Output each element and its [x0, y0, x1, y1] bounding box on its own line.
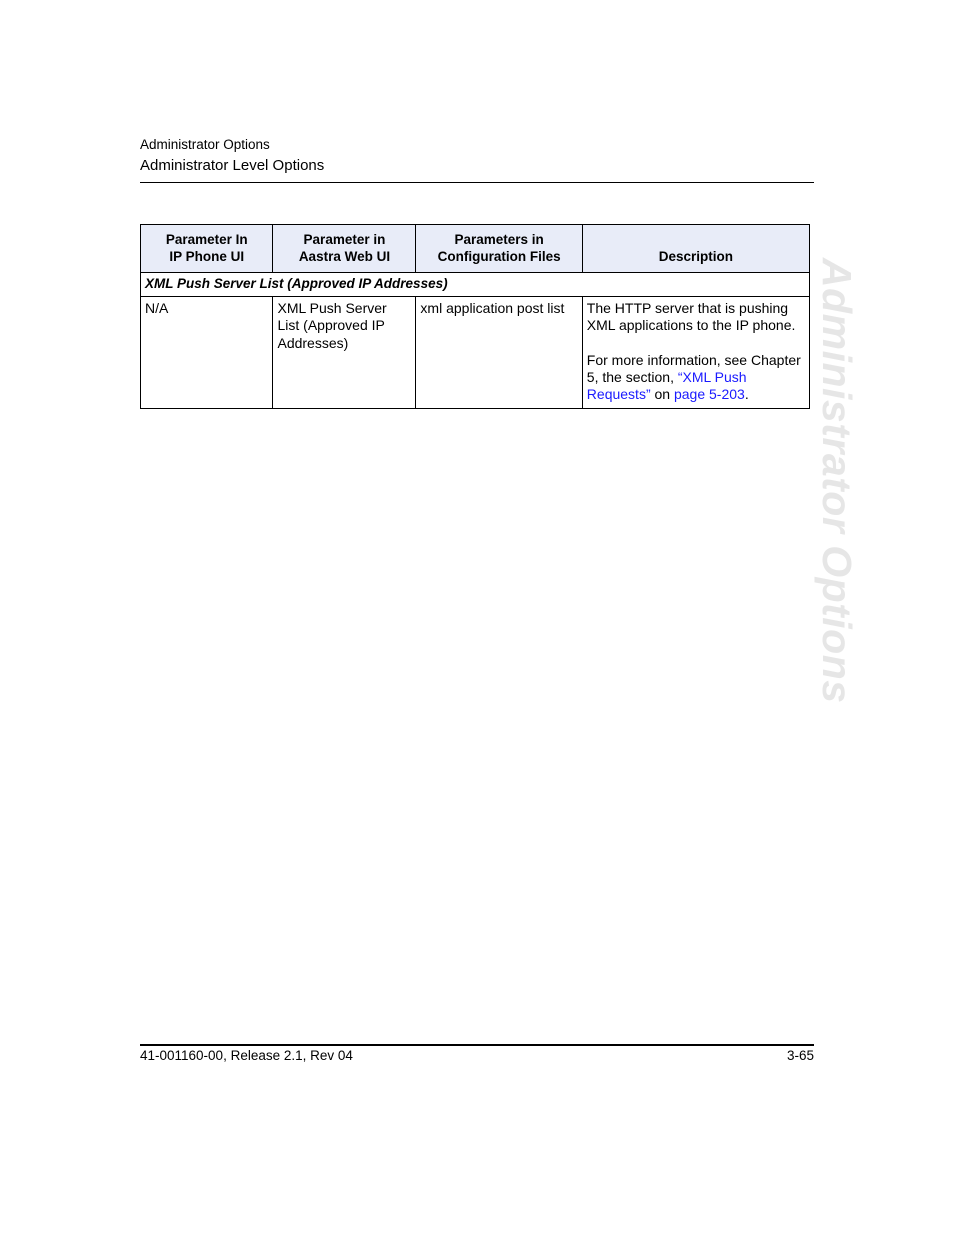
col-header-config-files — [416, 225, 582, 273]
page-reference-link[interactable]: page 5-203 — [673, 386, 745, 403]
col-header-phone-ui — [141, 225, 273, 273]
chapter-side-tab — [790, 258, 870, 704]
description-text: For more information, see Chapter 5, the section, — [586, 351, 801, 385]
footer-divider — [140, 1044, 814, 1046]
section-title: XML Push Server List (Approved IP Addresses) — [141, 273, 810, 297]
table-header-row — [141, 225, 810, 273]
col-header-description — [582, 225, 809, 273]
header-divider — [140, 182, 814, 183]
description-paragraph-1: The HTTP server that is pushing XML applications to the IP phone. — [586, 300, 796, 334]
running-header-section: Administrator Level Options — [140, 157, 325, 174]
footer-doc-id: 41-001160-00, Release 2.1, Rev 04 — [140, 1048, 353, 1063]
col-header-description-label: Description — [658, 249, 734, 264]
col-header-web-ui-line2: Aastra Web UI — [298, 249, 391, 264]
chapter-side-tab-label: Administrator Options — [814, 258, 860, 704]
table-section-row — [141, 273, 810, 297]
table-row — [141, 297, 810, 409]
cell-phone-ui: N/A — [141, 297, 273, 409]
col-header-phone-ui-line2: IP Phone UI — [169, 249, 245, 264]
cell-web-ui: XML Push Server List (Approved IP Addresses) — [273, 297, 416, 409]
cell-description — [582, 297, 809, 409]
col-header-config-line1: Parameters in — [454, 232, 544, 247]
footer-page-number: 3-65 — [786, 1048, 814, 1063]
col-header-config-line2: Configuration Files — [437, 249, 561, 264]
description-period: . — [744, 386, 749, 403]
running-header-chapter: Administrator Options — [140, 137, 270, 152]
col-header-web-ui-line1: Parameter in — [303, 232, 386, 247]
col-header-phone-ui-line1: Parameter In — [165, 232, 248, 247]
xml-push-requests-link[interactable]: “XML Push Requests” — [586, 368, 747, 403]
description-paragraph-2 — [587, 352, 805, 404]
parameters-table — [140, 224, 810, 409]
description-on-text: on — [650, 386, 674, 403]
cell-config: xml application post list — [416, 297, 582, 409]
col-header-web-ui — [273, 225, 416, 273]
